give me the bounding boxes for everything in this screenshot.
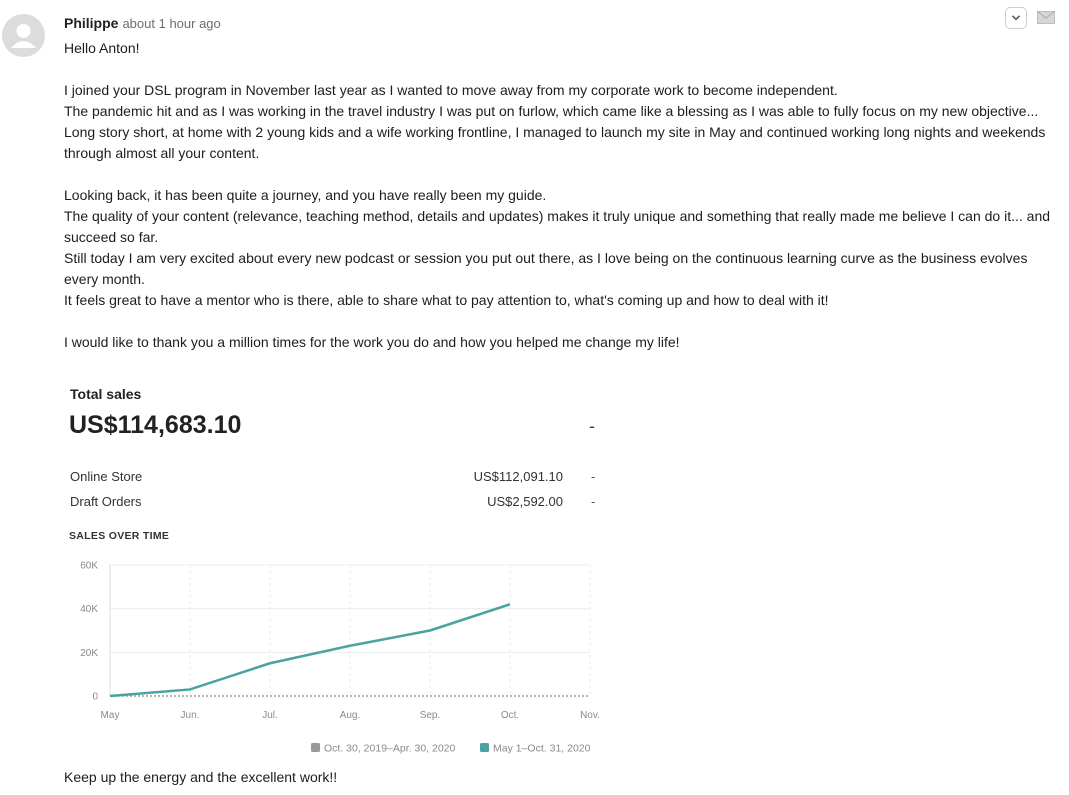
message-header xyxy=(64,15,221,31)
user-silhouette-icon xyxy=(2,14,45,57)
sales-over-time-chart xyxy=(60,548,610,763)
row-change: - xyxy=(591,469,596,484)
sales-over-time-title: SALES OVER TIME xyxy=(69,530,170,542)
series-line xyxy=(110,604,510,696)
sales-row-draft-orders xyxy=(70,494,610,514)
timestamp: about 1 hour ago xyxy=(122,16,221,31)
mail-icon[interactable] xyxy=(1037,11,1055,24)
message-body xyxy=(64,38,1060,353)
legend-label: Oct. 30, 2019–Apr. 30, 2020 xyxy=(324,742,456,755)
options-dropdown-button[interactable] xyxy=(1005,7,1027,29)
sales-row-online-store xyxy=(70,469,610,489)
x-tick-label: May xyxy=(100,710,120,721)
x-tick-label: Oct. xyxy=(500,710,520,721)
paragraph-line: The pandemic hit and as I was working in the travel industry I was put on furlow, which came like a blessing as I was able to fully focus on my new objective... xyxy=(64,103,1039,119)
y-tick-label: 40K xyxy=(80,604,98,616)
total-sales-value: US$114,683.10 xyxy=(69,411,242,439)
y-tick-label: 60K xyxy=(80,560,98,572)
legend-swatch xyxy=(480,743,489,752)
chevron-down-icon xyxy=(1011,14,1021,22)
greeting: Hello Anton! xyxy=(64,40,140,56)
y-tick-label: 20K xyxy=(80,647,98,659)
paragraph-line: Still today I am very excited about every new podcast or session you put out there, as I love being on the continuous learning curve as the business evolves every month. xyxy=(64,250,1028,287)
avatar[interactable] xyxy=(2,14,45,57)
row-change: - xyxy=(591,494,596,509)
closing-line: Keep up the energy and the excellent work!! xyxy=(64,769,338,785)
legend-swatch xyxy=(311,743,320,752)
paragraph-line: I joined your DSL program in November last year as I wanted to move away from my corporate work to become independent. xyxy=(64,82,838,98)
paragraph-line: Long story short, at home with 2 young kids and a wife working frontline, I managed to launch my site in May and continued working long nights and weekends through almost all your content. xyxy=(64,124,1046,161)
x-tick-label: Sep. xyxy=(419,710,441,721)
total-sales-label: Total sales xyxy=(70,386,142,402)
x-tick-label: Jun. xyxy=(180,710,200,721)
paragraph-line: I would like to thank you a million times for the work you do and how you helped me change my life! xyxy=(64,334,680,350)
legend-label: May 1–Oct. 31, 2020 xyxy=(493,742,591,755)
paragraph-line: Looking back, it has been quite a journey, and you have really been my guide. xyxy=(64,187,547,203)
row-value: US$112,091.10 xyxy=(473,469,563,484)
author-name[interactable]: Philippe xyxy=(64,15,119,31)
y-tick-label: 0 xyxy=(92,691,98,703)
row-label: Online Store xyxy=(70,469,143,484)
x-tick-label: Nov. xyxy=(580,710,600,721)
x-tick-label: Jul. xyxy=(262,710,278,721)
x-tick-label: Aug. xyxy=(339,710,361,721)
paragraph-line: The quality of your content (relevance, teaching method, details and updates) makes it truly unique and something that really made me believe I can do it... and succeed so far. xyxy=(64,208,1051,245)
total-sales-change: - xyxy=(589,416,595,436)
row-label: Draft Orders xyxy=(70,494,142,509)
row-value: US$2,592.00 xyxy=(487,494,563,509)
paragraph-line: It feels great to have a mentor who is there, able to share what to pay attention to, what's coming up and how to deal with it! xyxy=(64,292,829,308)
